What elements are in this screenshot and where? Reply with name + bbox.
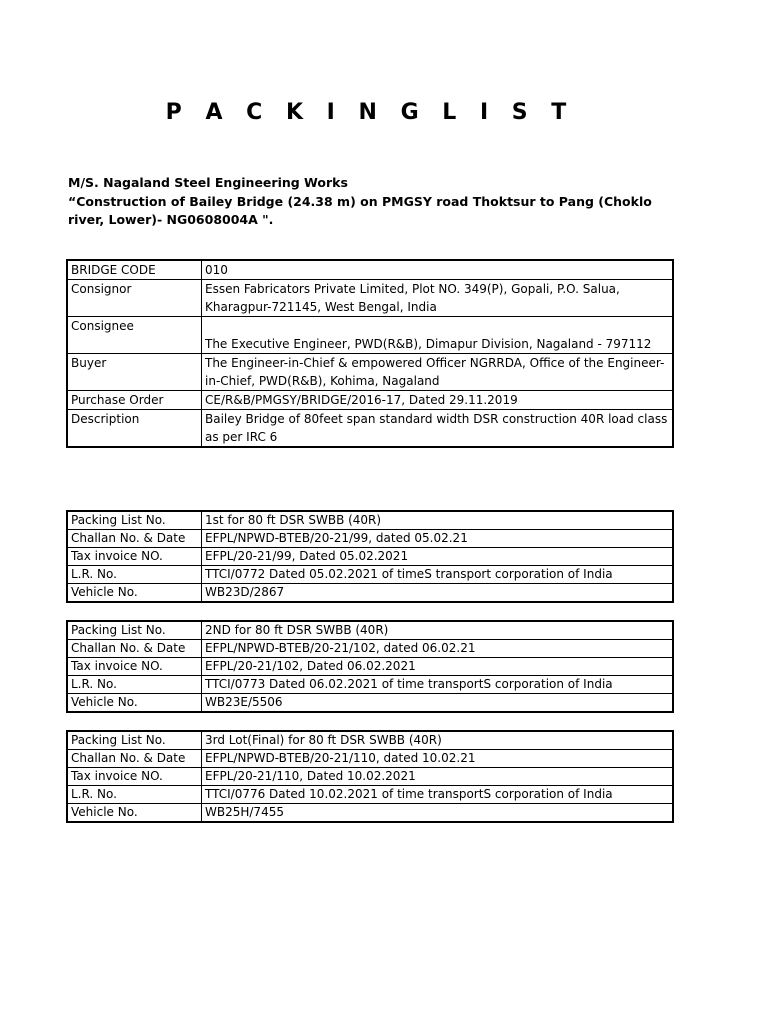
row-value: WB23D/2867: [202, 584, 674, 603]
row-label: Buyer: [67, 354, 202, 391]
document-title: P A C K I N G L I S T: [165, 100, 575, 125]
row-value: EFPL/20-21/110, Dated 10.02.2021: [202, 768, 674, 786]
row-value: 2ND for 80 ft DSR SWBB (40R): [202, 621, 674, 640]
row-value: EFPL/NPWD-BTEB/20-21/110, dated 10.02.21: [202, 750, 674, 768]
row-value: EFPL/20-21/102, Dated 06.02.2021: [202, 658, 674, 676]
row-label: Packing List No.: [67, 621, 202, 640]
row-value: 3rd Lot(Final) for 80 ft DSR SWBB (40R): [202, 731, 674, 750]
table-row: [67, 694, 673, 713]
table-row: [67, 621, 673, 640]
table-row: [67, 786, 673, 804]
lot-3-table: [66, 730, 674, 823]
row-label: Tax invoice NO.: [67, 658, 202, 676]
table-row: [67, 768, 673, 786]
table-row: [67, 804, 673, 823]
row-label: Consignee: [67, 317, 202, 354]
company-name: M/S. Nagaland Steel Engineering Works: [68, 175, 348, 190]
document-header: [68, 174, 668, 230]
row-label: Packing List No.: [67, 511, 202, 530]
lot-1-table: [66, 510, 674, 603]
table-row: [67, 676, 673, 694]
row-value: WB25H/7455: [202, 804, 674, 823]
table-row: [67, 354, 673, 391]
row-label: L.R. No.: [67, 566, 202, 584]
row-value: The Executive Engineer, PWD(R&B), Dimapur Division, Nagaland - 797112: [202, 317, 674, 354]
table-row: [67, 391, 673, 410]
row-label: Consignor: [67, 280, 202, 317]
lot-2-table: [66, 620, 674, 713]
row-label: BRIDGE CODE: [67, 260, 202, 280]
row-label: Tax invoice NO.: [67, 548, 202, 566]
row-label: Vehicle No.: [67, 584, 202, 603]
row-label: Challan No. & Date: [67, 640, 202, 658]
row-label: Challan No. & Date: [67, 750, 202, 768]
row-label: Description: [67, 410, 202, 448]
table-row: [67, 548, 673, 566]
row-label: Purchase Order: [67, 391, 202, 410]
row-value: Essen Fabricators Private Limited, Plot NO. 349(P), Gopali, P.O. Salua, Kharagpur-721145, West Bengal, India: [202, 280, 674, 317]
row-value: Bailey Bridge of 80feet span standard width DSR construction 40R load class as per IRC 6: [202, 410, 674, 448]
table-row: [67, 410, 673, 448]
table-row: [67, 750, 673, 768]
row-label: L.R. No.: [67, 676, 202, 694]
row-value: TTCI/0773 Dated 06.02.2021 of time transportS corporation of India: [202, 676, 674, 694]
table-row: [67, 658, 673, 676]
table-row: [67, 511, 673, 530]
row-label: Packing List No.: [67, 731, 202, 750]
table-row: [67, 260, 673, 280]
row-value: EFPL/NPWD-BTEB/20-21/99, dated 05.02.21: [202, 530, 674, 548]
row-value: EFPL/NPWD-BTEB/20-21/102, dated 06.02.21: [202, 640, 674, 658]
row-value: EFPL/20-21/99, Dated 05.02.2021: [202, 548, 674, 566]
row-value: 1st for 80 ft DSR SWBB (40R): [202, 511, 674, 530]
row-label: Tax invoice NO.: [67, 768, 202, 786]
table-row: [67, 731, 673, 750]
table-row: [67, 530, 673, 548]
row-value: WB23E/5506: [202, 694, 674, 713]
row-label: Challan No. & Date: [67, 530, 202, 548]
details-table: [66, 259, 674, 448]
row-value: TTCI/0772 Dated 05.02.2021 of timeS transport corporation of India: [202, 566, 674, 584]
table-row: [67, 317, 673, 354]
row-value: The Engineer-in-Chief & empowered Officer NGRRDA, Office of the Engineer-in-Chief, PWD(R&B), Kohima, Nagaland: [202, 354, 674, 391]
table-row: [67, 640, 673, 658]
row-label: Vehicle No.: [67, 804, 202, 823]
table-row: [67, 584, 673, 603]
row-value: CE/R&B/PMGSY/BRIDGE/2016-17, Dated 29.11.2019: [202, 391, 674, 410]
table-row: [67, 566, 673, 584]
row-value: TTCI/0776 Dated 10.02.2021 of time transportS corporation of India: [202, 786, 674, 804]
table-row: [67, 280, 673, 317]
project-description: “Construction of Bailey Bridge (24.38 m) on PMGSY road Thoktsur to Pang (Choklo river, Lower)- NG0608004A ".: [68, 193, 652, 227]
row-label: Vehicle No.: [67, 694, 202, 713]
row-value: 010: [202, 260, 674, 280]
row-label: L.R. No.: [67, 786, 202, 804]
